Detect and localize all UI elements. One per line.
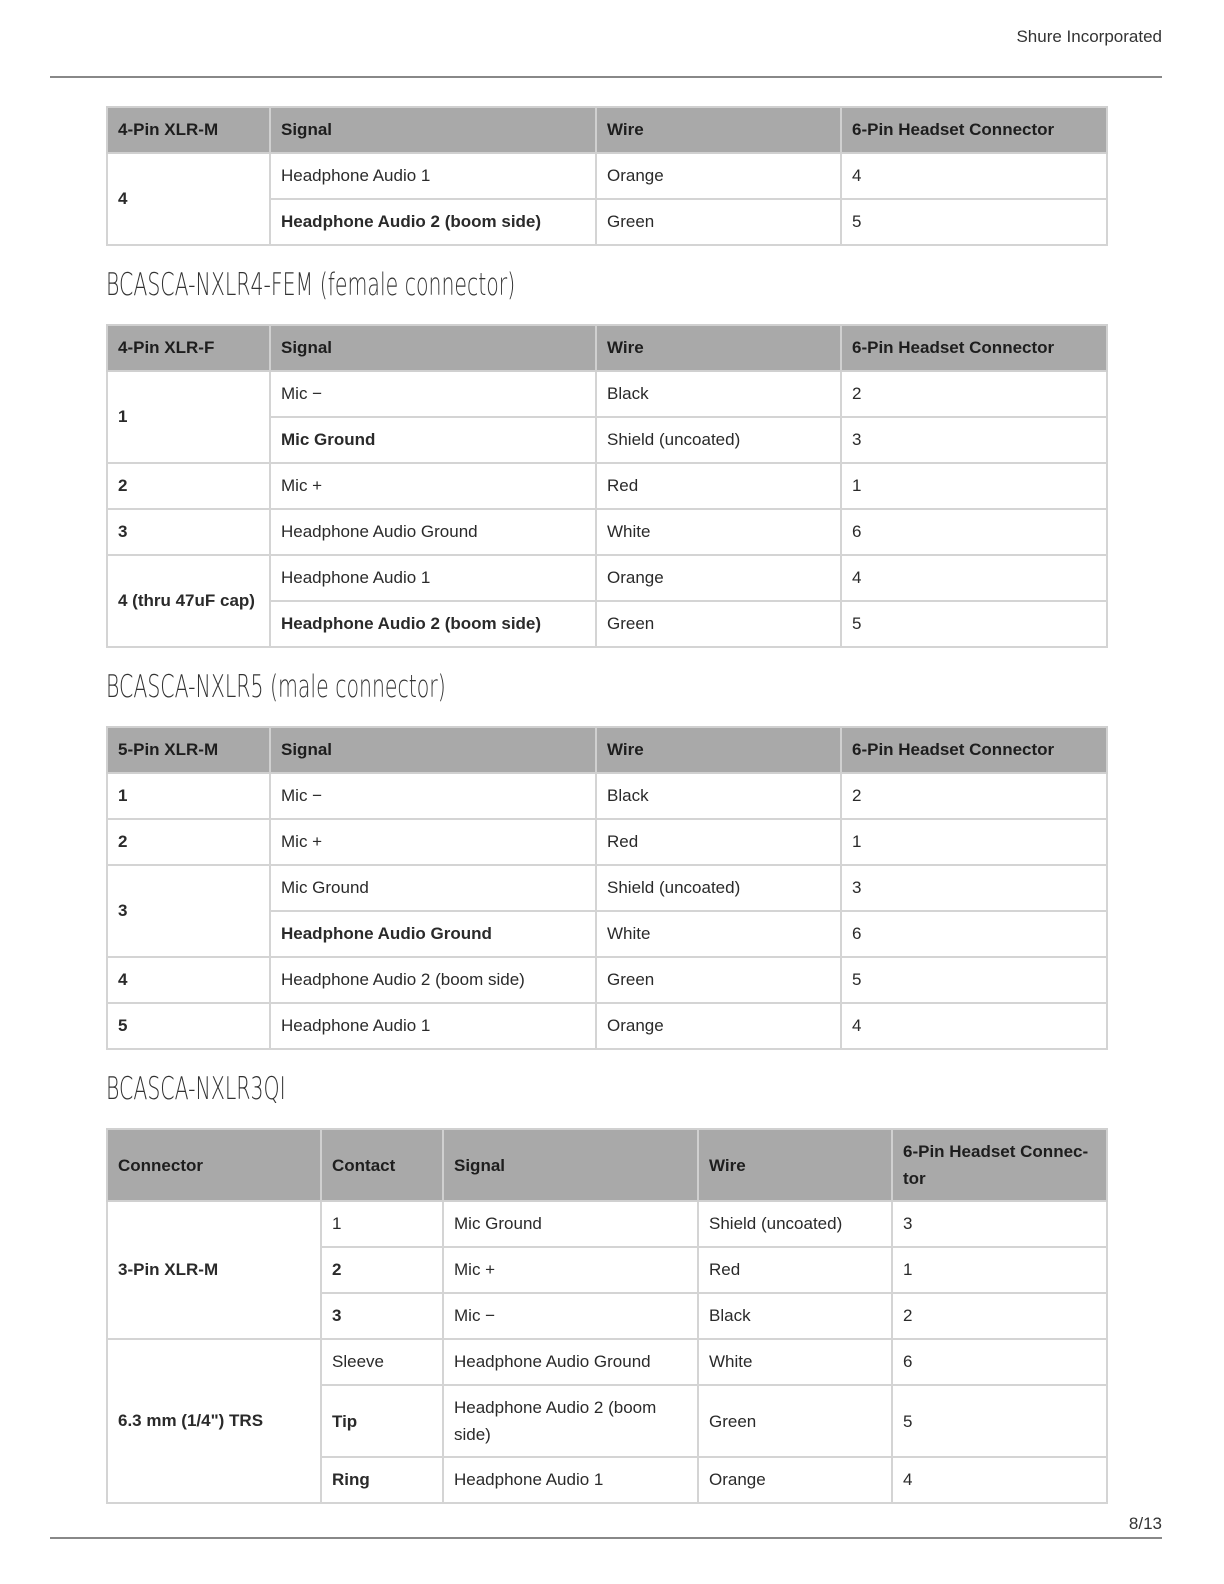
- wire-cell: Black: [596, 773, 841, 819]
- page-content: [106, 106, 1106, 1504]
- signal-cell: Mic +: [270, 463, 596, 509]
- header-line: tor: [903, 1169, 926, 1188]
- table-row: [107, 153, 1107, 199]
- signal-cell: Mic Ground: [443, 1201, 698, 1247]
- header-line: 6-Pin Headset Connec-: [903, 1142, 1089, 1161]
- wire-cell: Red: [596, 819, 841, 865]
- table-header-row: [107, 727, 1107, 773]
- header-rule: [50, 76, 1162, 78]
- signal-cell: Headphone Audio 1: [270, 555, 596, 601]
- signal-line: Headphone Audio 2 (boom: [454, 1398, 657, 1417]
- connector-cell: 1: [841, 819, 1107, 865]
- wire-cell: White: [596, 509, 841, 555]
- connector-cell: 6: [841, 911, 1107, 957]
- connector-cell: 2: [892, 1293, 1107, 1339]
- wire-cell: White: [596, 911, 841, 957]
- connector-cell: 5: [892, 1385, 1107, 1457]
- signal-cell: Mic +: [443, 1247, 698, 1293]
- table-row: [107, 773, 1107, 819]
- connector-cell: 6: [841, 509, 1107, 555]
- column-header: 6-Pin Headset Connector: [841, 727, 1107, 773]
- connector-cell: 5: [841, 199, 1107, 245]
- pin-cell: 2: [107, 463, 270, 509]
- signal-cell: Mic −: [270, 773, 596, 819]
- signal-cell: Headphone Audio 2 (boom side): [270, 957, 596, 1003]
- table-row: [107, 957, 1107, 1003]
- wire-cell: Green: [698, 1385, 892, 1457]
- pinout-table-5pin-xlr-m: [106, 726, 1108, 1050]
- column-header: Connector: [107, 1129, 321, 1201]
- column-header: [892, 1129, 1107, 1201]
- contact-cell: 1: [321, 1201, 443, 1247]
- wire-cell: Shield (uncoated): [698, 1201, 892, 1247]
- contact-cell: Ring: [321, 1457, 443, 1503]
- column-header: Wire: [596, 727, 841, 773]
- column-header: Wire: [596, 325, 841, 371]
- column-header: Signal: [270, 727, 596, 773]
- connector-cell: 3: [841, 865, 1107, 911]
- signal-cell: Headphone Audio Ground: [443, 1339, 698, 1385]
- wire-cell: Orange: [698, 1457, 892, 1503]
- wire-cell: Shield (uncoated): [596, 865, 841, 911]
- pinout-table-4pin-xlr-m: [106, 106, 1108, 246]
- column-header: Wire: [596, 107, 841, 153]
- connector-cell: 4: [841, 153, 1107, 199]
- contact-cell: 3: [321, 1293, 443, 1339]
- signal-cell: Mic Ground: [270, 417, 596, 463]
- wire-cell: Orange: [596, 1003, 841, 1049]
- contact-cell: Sleeve: [321, 1339, 443, 1385]
- wire-cell: Green: [596, 957, 841, 1003]
- pin-cell: 1: [107, 773, 270, 819]
- wire-cell: Green: [596, 199, 841, 245]
- signal-cell: Mic +: [270, 819, 596, 865]
- table-row: [107, 865, 1107, 911]
- connector-cell: 1: [841, 463, 1107, 509]
- signal-cell: Mic −: [270, 371, 596, 417]
- signal-cell: Headphone Audio Ground: [270, 911, 596, 957]
- wire-cell: Black: [596, 371, 841, 417]
- pin-cell: 1: [107, 371, 270, 463]
- pin-cell: 5: [107, 1003, 270, 1049]
- column-header: 4-Pin XLR-M: [107, 107, 270, 153]
- section-title-nxlr5: BCASCA-NXLR5 (male connector): [106, 669, 446, 705]
- connector-cell: 5: [841, 601, 1107, 647]
- footer-rule: [50, 1537, 1162, 1539]
- table-row: [107, 463, 1107, 509]
- pin-cell: 4 (thru 47uF cap): [107, 555, 270, 647]
- section-title-nxlr4-fem: BCASCA-NXLR4-FEM (female connector): [106, 267, 516, 303]
- column-header: 6-Pin Headset Connector: [841, 107, 1107, 153]
- column-header: Signal: [270, 107, 596, 153]
- connector-cell: 3: [892, 1201, 1107, 1247]
- table-header-row: [107, 1129, 1107, 1201]
- wire-cell: Red: [596, 463, 841, 509]
- connector-cell: 3: [841, 417, 1107, 463]
- table-header-row: [107, 107, 1107, 153]
- company-name: Shure Incorporated: [1016, 27, 1162, 46]
- signal-cell: Headphone Audio 1: [443, 1457, 698, 1503]
- wire-cell: Red: [698, 1247, 892, 1293]
- page-number: 8/13: [1128, 1514, 1162, 1533]
- signal-cell: Mic −: [443, 1293, 698, 1339]
- wire-cell: Orange: [596, 153, 841, 199]
- wire-cell: Black: [698, 1293, 892, 1339]
- pin-cell: 3: [107, 865, 270, 957]
- pin-cell: 3: [107, 509, 270, 555]
- table-header-row: [107, 325, 1107, 371]
- table-row: [107, 509, 1107, 555]
- pinout-table-nxlr3qi: [106, 1128, 1108, 1504]
- contact-cell: 2: [321, 1247, 443, 1293]
- connector-cell: 5: [841, 957, 1107, 1003]
- wire-cell: Shield (uncoated): [596, 417, 841, 463]
- signal-cell: Headphone Audio Ground: [270, 509, 596, 555]
- signal-cell: [443, 1385, 698, 1457]
- table-row: [107, 819, 1107, 865]
- table-row: [107, 1201, 1107, 1247]
- signal-line: side): [454, 1425, 491, 1444]
- pinout-table-4pin-xlr-f: [106, 324, 1108, 648]
- pin-cell: 2: [107, 819, 270, 865]
- signal-cell: Headphone Audio 2 (boom side): [270, 601, 596, 647]
- connector-cell: 2: [841, 371, 1107, 417]
- signal-cell: Headphone Audio 1: [270, 1003, 596, 1049]
- wire-cell: Green: [596, 601, 841, 647]
- table-row: [107, 1339, 1107, 1385]
- connector-cell: 4: [841, 555, 1107, 601]
- column-header: 4-Pin XLR-F: [107, 325, 270, 371]
- pin-cell: 4: [107, 957, 270, 1003]
- connector-cell: 1: [892, 1247, 1107, 1293]
- connector-cell: 4: [841, 1003, 1107, 1049]
- connector-cell: 6: [892, 1339, 1107, 1385]
- signal-cell: Mic Ground: [270, 865, 596, 911]
- connector-type-cell: 6.3 mm (1/4") TRS: [107, 1339, 321, 1503]
- connector-type-cell: 3-Pin XLR-M: [107, 1201, 321, 1339]
- signal-cell: Headphone Audio 1: [270, 153, 596, 199]
- pin-cell: 4: [107, 153, 270, 245]
- section-title-nxlr3qi: BCASCA-NXLR3QI: [106, 1071, 286, 1107]
- column-header: 5-Pin XLR-M: [107, 727, 270, 773]
- table-row: [107, 371, 1107, 417]
- contact-cell: Tip: [321, 1385, 443, 1457]
- signal-cell: Headphone Audio 2 (boom side): [270, 199, 596, 245]
- column-header: Signal: [270, 325, 596, 371]
- wire-cell: White: [698, 1339, 892, 1385]
- column-header: Contact: [321, 1129, 443, 1201]
- table-row: [107, 1003, 1107, 1049]
- table-row: [107, 555, 1107, 601]
- connector-cell: 4: [892, 1457, 1107, 1503]
- connector-cell: 2: [841, 773, 1107, 819]
- column-header: Wire: [698, 1129, 892, 1201]
- column-header: Signal: [443, 1129, 698, 1201]
- column-header: 6-Pin Headset Connector: [841, 325, 1107, 371]
- wire-cell: Orange: [596, 555, 841, 601]
